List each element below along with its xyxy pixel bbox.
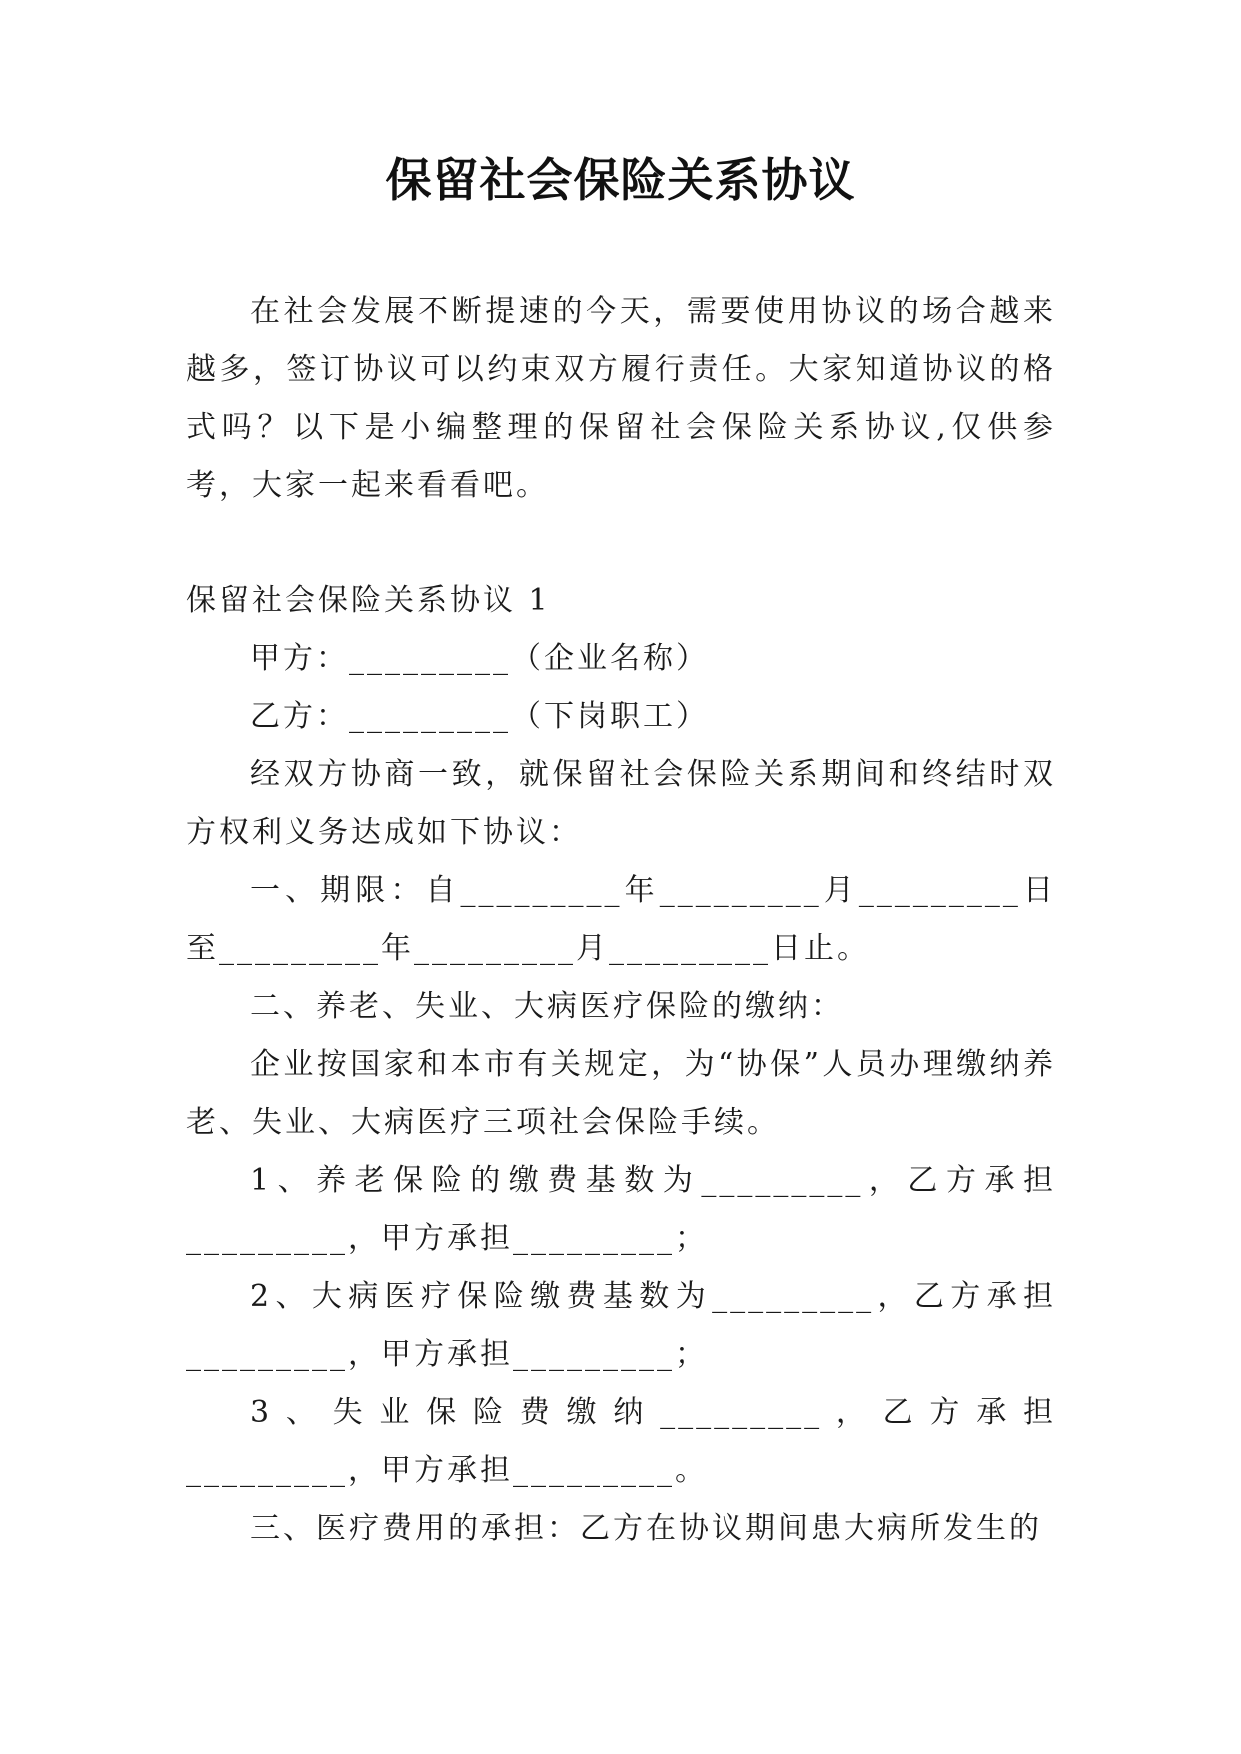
document-body <box>186 283 1056 1558</box>
intro-paragraph: 在社会发展不断提速的今天，需要使用协议的场合越来越多，签订协议可以约束双方履行责任。大家知道协议的格式吗？以下是小编整理的保留社会保险关系协议,仅供参考，大家一起来看看吧。 <box>186 294 1056 503</box>
item-unemployment-insurance: 3、失业保险费缴纳_________，乙方承担_________，甲方承担_________。 <box>186 1395 1056 1488</box>
party-a-line: 甲方：_________（企业名称） <box>250 641 709 676</box>
section-heading: 保留社会保险关系协议 1 <box>186 583 551 618</box>
clause-insurance-heading: 二、养老、失业、大病医疗保险的缴纳： <box>250 989 844 1024</box>
party-b-line: 乙方：_________（下岗职工） <box>250 699 709 734</box>
clause-insurance-body: 企业按国家和本市有关规定，为“协保”人员办理缴纳养老、失业、大病医疗三项社会保险手续。 <box>186 1047 1056 1140</box>
item-medical-insurance: 2、大病医疗保险缴费基数为_________，乙方承担_________，甲方承担_________； <box>186 1279 1056 1372</box>
document-title: 保留社会保险关系协议 <box>385 153 856 207</box>
agreement-intro-paragraph: 经双方协商一致，就保留社会保险关系期间和终结时双方权利义务达成如下协议： <box>186 757 1056 850</box>
clause-term-paragraph: 一、期限：自_________年_________月_________日至_________年_________月_________日止。 <box>186 873 1056 966</box>
clause-medical-expenses: 三、医疗费用的承担：乙方在协议期间患大病所发生的 <box>250 1511 1042 1546</box>
item-pension-insurance: 1、养老保险的缴费基数为_________，乙方承担_________，甲方承担_________； <box>186 1163 1056 1256</box>
